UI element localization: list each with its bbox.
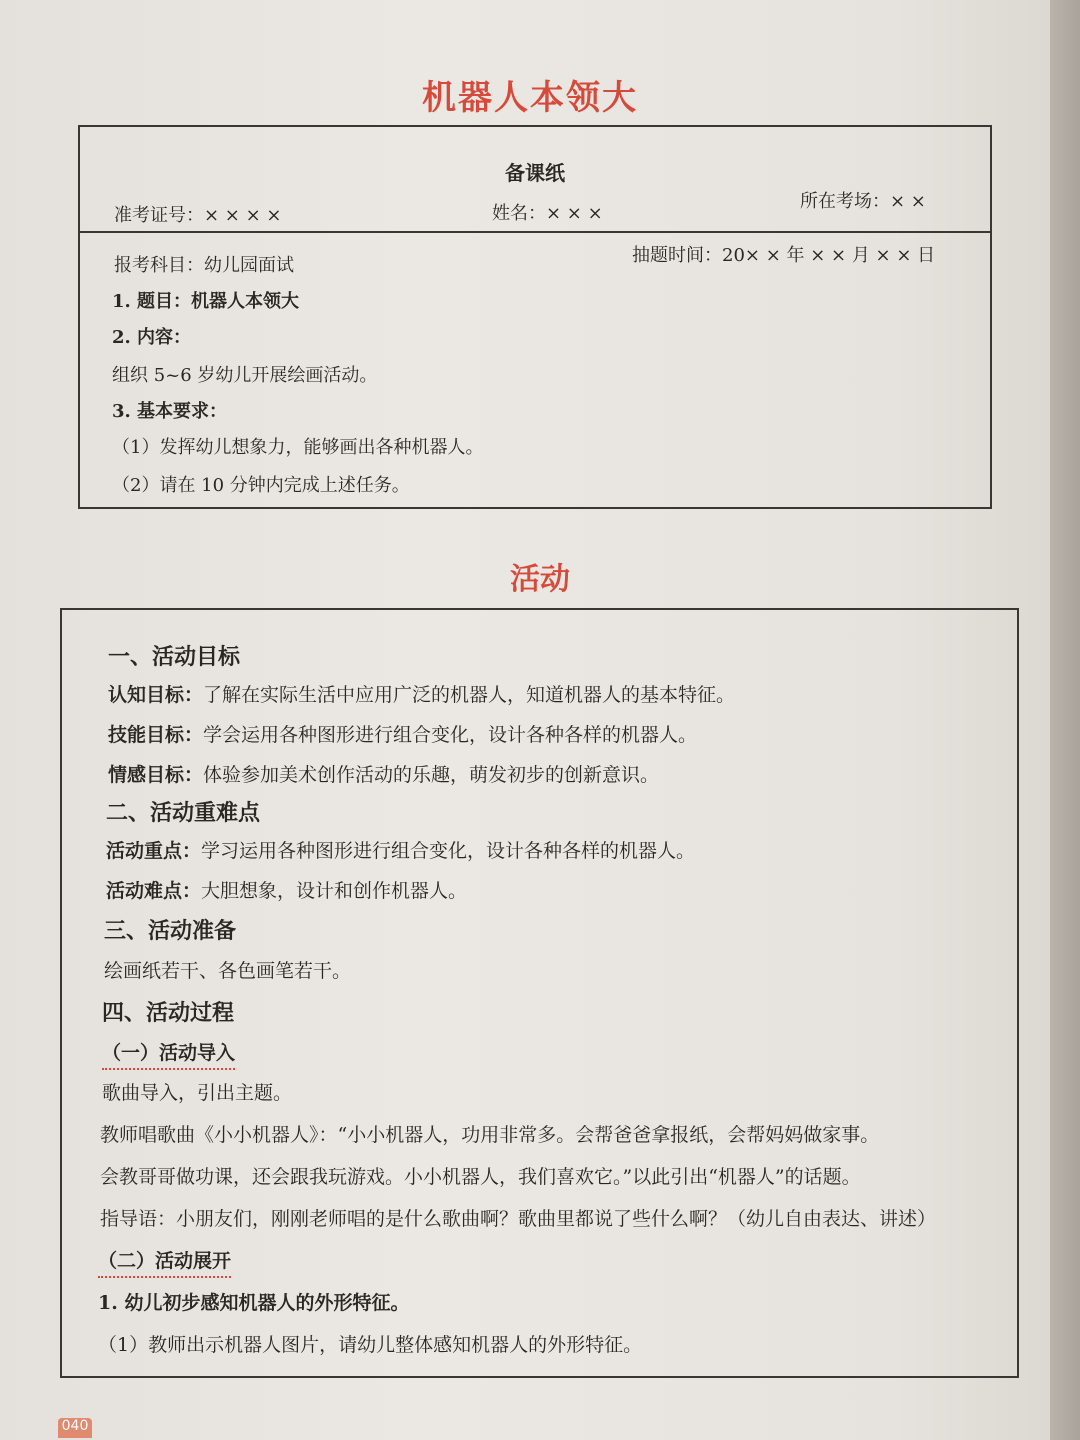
intro-line-4: 指导语：小朋友们，刚刚老师唱的是什么歌曲啊？歌曲里都说了些什么啊？（幼儿自由表达、讲述）	[100, 1208, 937, 1230]
goal-emotion-text: 体验参加美术创作活动的乐趣，萌发初步的创新意识。	[203, 764, 660, 786]
draw-time: 抽题时间：20× × 年 × × 月 × × 日	[632, 245, 936, 266]
page-title: 机器人本领大	[422, 78, 638, 118]
goal-cognitive-label: 认知目标：	[108, 684, 204, 706]
step-1: 1. 幼儿初步感知机器人的外形特征。	[98, 1292, 410, 1314]
goal-cognitive	[108, 680, 735, 707]
activity-box	[60, 608, 1019, 1378]
heading-key-points: 二、活动重难点	[106, 800, 261, 826]
key-point-label: 活动重点：	[106, 840, 202, 862]
exam-venue: 所在考场：× ×	[800, 191, 926, 212]
key-point	[106, 836, 695, 863]
heading-preparation: 三、活动准备	[104, 918, 237, 944]
step-1a: （1）教师出示机器人图片，请幼儿整体感知机器人的外形特征。	[98, 1334, 643, 1356]
section-title: 活动	[510, 562, 570, 597]
divider	[80, 231, 990, 233]
goal-skill	[108, 720, 697, 747]
item-content: 2. 内容：	[112, 327, 192, 348]
subheading-development: （二）活动展开	[98, 1246, 231, 1278]
subheading-intro: （一）活动导入	[102, 1038, 235, 1070]
difficulty-label: 活动难点：	[106, 880, 202, 902]
subject: 报考科目：幼儿园面试	[114, 255, 294, 276]
candidate-name: 姓名：× × ×	[492, 203, 603, 224]
item-topic: 1. 题目：机器人本领大	[112, 291, 300, 312]
item-requirements: 3. 基本要求：	[112, 401, 228, 422]
page-edge	[1050, 0, 1080, 1440]
goal-emotion-label: 情感目标：	[108, 764, 204, 786]
key-point-text: 学习运用各种图形进行组合变化，设计各种各样的机器人。	[201, 840, 696, 862]
goal-emotion	[108, 760, 659, 787]
heading-goals: 一、活动目标	[108, 644, 241, 670]
difficulty-text: 大胆想象，设计和创作机器人。	[201, 880, 468, 902]
difficulty	[106, 876, 467, 903]
requirement-1: （1）发挥幼儿想象力，能够画出各种机器人。	[112, 437, 484, 458]
prep-sheet-title: 备课纸	[505, 161, 565, 185]
intro-line-3: 会教哥哥做功课，还会跟我玩游戏。小小机器人，我们喜欢它。”以此引出“机器人”的话题。	[100, 1166, 861, 1188]
intro-line-2: 教师唱歌曲《小小机器人》：“小小机器人，功用非常多。会帮爸爸拿报纸，会帮妈妈做家事。	[100, 1124, 880, 1146]
goal-skill-text: 学会运用各种图形进行组合变化，设计各种各样的机器人。	[203, 724, 698, 746]
goal-cognitive-text: 了解在实际生活中应用广泛的机器人，知道机器人的基本特征。	[203, 684, 736, 706]
goal-skill-label: 技能目标：	[108, 724, 204, 746]
heading-process: 四、活动过程	[102, 1000, 235, 1026]
intro-line-1: 歌曲导入，引出主题。	[102, 1082, 293, 1104]
prep-sheet-box	[78, 125, 992, 509]
exam-id: 准考证号：× × × ×	[114, 205, 282, 226]
preparation-text: 绘画纸若干、各色画笔若干。	[104, 960, 352, 982]
requirement-2: （2）请在 10 分钟内完成上述任务。	[112, 475, 410, 496]
page-number: 040	[58, 1418, 92, 1438]
content-text: 组织 5~6 岁幼儿开展绘画活动。	[112, 365, 378, 386]
